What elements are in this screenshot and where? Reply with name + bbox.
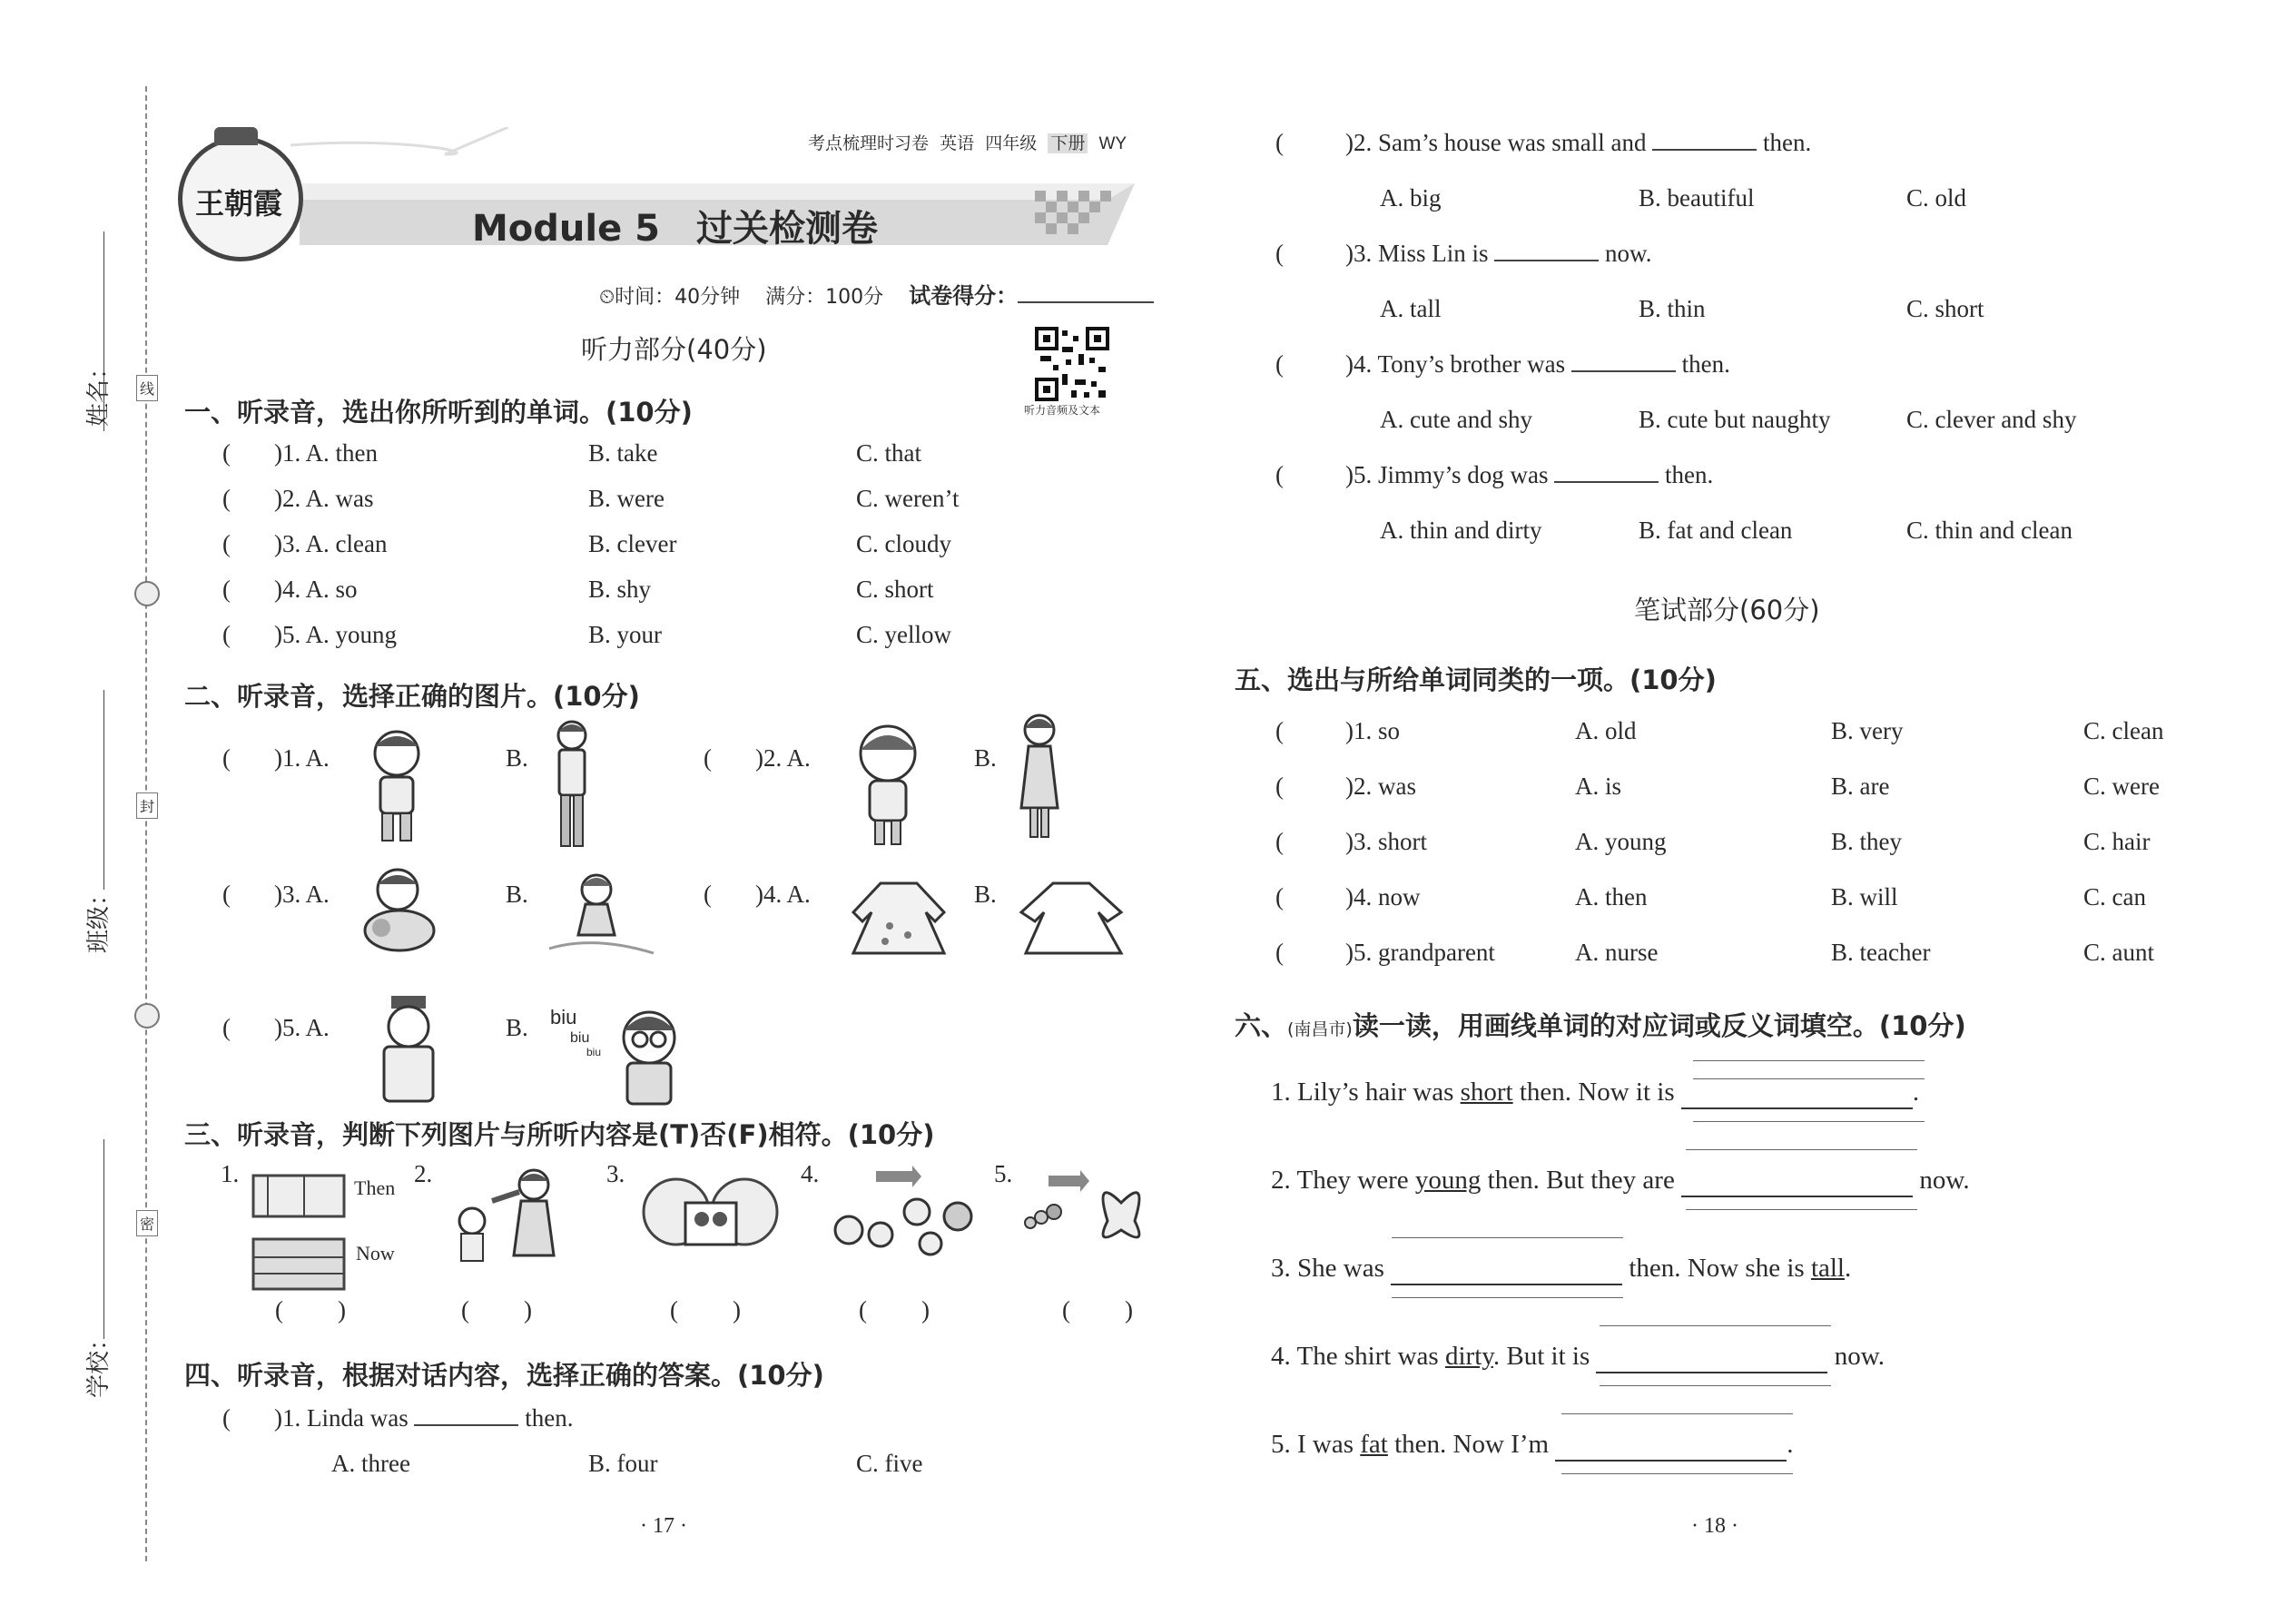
option-b[interactable]: B. shy: [588, 576, 652, 603]
s6-sentence-3: 3. She was then. Now she is tall.: [1271, 1254, 1851, 1285]
option-c[interactable]: C. weren’t: [856, 485, 960, 512]
qr-caption: 听力音频及文本: [1024, 404, 1101, 417]
option-a[interactable]: A. young: [1575, 828, 1667, 855]
crown-icon: [214, 127, 258, 145]
option-b[interactable]: B. very: [1831, 717, 1904, 744]
answer-blank[interactable]: [1681, 1166, 1913, 1197]
guide-line: [1392, 1237, 1623, 1238]
option-b[interactable]: B.: [974, 744, 997, 772]
punch-hole-icon: [134, 1003, 160, 1029]
margin-line-mark: 线: [136, 375, 158, 401]
biu-text: biu: [570, 1030, 590, 1046]
option-a[interactable]: A. cute and shy: [1380, 406, 1532, 433]
listening-title: 听力部分(40分): [581, 334, 767, 365]
boy-with-hat-picture: [368, 994, 449, 1107]
s2-question-2: ( )2. A.: [704, 744, 811, 772]
option-b[interactable]: B. clever: [588, 530, 677, 557]
answer-blank[interactable]: [1571, 370, 1676, 372]
option-c[interactable]: C. can: [2083, 883, 2146, 910]
name-label: 姓名：: [85, 355, 113, 427]
dirty-dress-picture: [1012, 876, 1130, 958]
clock-icon: ⏲: [599, 286, 615, 309]
page-number-right: · 18 ·: [1691, 1514, 1738, 1538]
answer-blank[interactable]: [414, 1424, 518, 1426]
section-1-title: 一、听录音，选出你所听到的单词。(10分): [184, 397, 693, 428]
table-row: ( )1. A. then: [222, 439, 378, 467]
section-6-title: 六、(南昌市)读一读，用画线单词的对应词或反义词填空。(10分): [1235, 1010, 1966, 1041]
option-c[interactable]: C. clever and shy: [1906, 406, 2077, 433]
now-label: Now: [356, 1242, 395, 1265]
man-with-glasses-picture: [604, 1003, 694, 1107]
option-a[interactable]: A. is: [1575, 773, 1622, 800]
option-a[interactable]: A. three: [331, 1450, 410, 1477]
option-b[interactable]: B.: [506, 1014, 528, 1041]
option-c[interactable]: C. thin and clean: [1906, 517, 2072, 544]
s3-item-number: 5.: [994, 1160, 1013, 1187]
guide-line: [1561, 1473, 1793, 1474]
option-b[interactable]: B. beautiful: [1639, 184, 1755, 212]
biu-text: biu: [586, 1046, 602, 1058]
table-row: ( )3. short: [1275, 828, 1427, 855]
option-b[interactable]: B. fat and clean: [1639, 517, 1793, 544]
option-c[interactable]: C. cloudy: [856, 530, 951, 557]
option-b[interactable]: B. were: [588, 485, 665, 512]
answer-paren[interactable]: ( ): [1062, 1296, 1133, 1324]
s6-sentence-1: 1. Lily’s hair was short then. Now it is .: [1271, 1078, 1919, 1109]
page-number-left: · 17 ·: [640, 1514, 687, 1538]
class-blank: [103, 690, 104, 890]
option-a[interactable]: A. old: [1575, 717, 1637, 744]
s4-question-5: ( )5. Jimmy’s dog was then.: [1275, 461, 1714, 488]
table-row: ( )3. A. clean: [222, 530, 388, 557]
s2-question-4: ( )4. A.: [704, 881, 811, 908]
writing-title: 笔试部分(60分): [1634, 595, 1820, 625]
guide-line: [1392, 1297, 1623, 1298]
name-blank: [103, 231, 104, 431]
table-row: ( )4. A. so: [222, 576, 358, 603]
then-label: Then: [354, 1176, 396, 1199]
table-row: ( )5. grandparent: [1275, 939, 1495, 966]
option-c[interactable]: C. that: [856, 439, 921, 467]
s6-sentence-4: 4. The shirt was dirty. But it is now.: [1271, 1342, 1885, 1373]
option-a[interactable]: A. big: [1380, 184, 1442, 212]
section-3-title: 三、听录音，判断下列图片与所听内容是(T)否(F)相符。(10分): [184, 1119, 935, 1150]
guide-line: [1600, 1385, 1831, 1386]
qr-code: [1035, 327, 1109, 401]
s3-item-number: 4.: [801, 1160, 820, 1187]
score-blank[interactable]: [1018, 301, 1154, 303]
section-5-title: 五、选出与所给单词同类的一项。(10分): [1235, 664, 1717, 695]
girl-with-kite-picture: [540, 862, 663, 967]
option-c[interactable]: C. yellow: [856, 621, 951, 648]
option-c[interactable]: C. short: [1906, 295, 1984, 322]
table-row: ( )4. now: [1275, 883, 1421, 910]
option-c[interactable]: C. old: [1906, 184, 1967, 212]
guide-line: [1693, 1078, 1925, 1079]
punch-hole-icon: [134, 581, 160, 606]
page-title: Module 5 过关检测卷: [472, 208, 878, 250]
option-a[interactable]: A. thin and dirty: [1380, 517, 1542, 544]
answer-paren[interactable]: ( ): [275, 1296, 346, 1324]
s4-question-4: ( )4. Tony’s brother was then.: [1275, 350, 1730, 378]
option-c[interactable]: C. short: [856, 576, 934, 603]
option-b[interactable]: B.: [974, 881, 997, 908]
answer-paren[interactable]: ( ): [670, 1296, 741, 1324]
s3-item-number: 2.: [414, 1160, 433, 1187]
guide-line: [1686, 1149, 1917, 1150]
guide-line: [1693, 1121, 1925, 1122]
option-b[interactable]: B. take: [588, 439, 658, 467]
section-4-title: 四、听录音，根据对话内容，选择正确的答案。(10分): [184, 1360, 824, 1391]
s4-question-1: ( )1. Linda was then.: [222, 1404, 574, 1432]
school-blank: [103, 1139, 104, 1339]
boy-picture: [359, 726, 431, 849]
option-a[interactable]: A. then: [1575, 883, 1648, 910]
option-c[interactable]: C. aunt: [2083, 939, 2154, 966]
s2-question-3: ( )3. A.: [222, 881, 330, 908]
option-b[interactable]: B. cute but naughty: [1639, 406, 1831, 433]
option-b[interactable]: B. four: [588, 1450, 658, 1477]
guide-line: [1600, 1325, 1831, 1326]
s3-item-number: 1.: [221, 1160, 240, 1187]
guide-line: [1693, 1060, 1925, 1061]
option-c[interactable]: C. hair: [2083, 828, 2151, 855]
room-then-now-picture: [250, 1166, 350, 1298]
option-b[interactable]: B. will: [1831, 883, 1898, 910]
biu-text: biu: [550, 1006, 577, 1029]
table-row: ( )1. so: [1275, 717, 1400, 744]
answer-blank[interactable]: [1596, 1342, 1827, 1373]
answer-blank[interactable]: [1554, 481, 1659, 483]
s4-question-3: ( )3. Miss Lin is now.: [1275, 240, 1652, 267]
family-photo-picture: [640, 1166, 781, 1262]
answer-paren[interactable]: ( ): [859, 1296, 930, 1324]
class-label: 班级：: [85, 881, 113, 953]
option-b[interactable]: B. thin: [1639, 295, 1706, 322]
answer-blank[interactable]: [1391, 1254, 1622, 1285]
guide-line: [1561, 1413, 1793, 1414]
option-a[interactable]: A. tall: [1380, 295, 1442, 322]
brand-logo: [178, 136, 303, 261]
s4-question-2: ( )2. Sam’s house was small and then.: [1275, 129, 1812, 156]
option-b[interactable]: B. your: [588, 621, 662, 648]
option-b[interactable]: B.: [506, 881, 528, 908]
answer-blank[interactable]: [1681, 1078, 1913, 1109]
brand-logo-text: 王朝霞: [195, 186, 283, 221]
table-row: ( )2. A. was: [222, 485, 374, 512]
option-b[interactable]: B. they: [1831, 828, 1902, 855]
option-b[interactable]: B.: [506, 744, 528, 772]
guide-line: [1686, 1209, 1917, 1210]
s3-item-number: 3.: [606, 1160, 625, 1187]
margin-mi-mark: 密: [136, 1210, 158, 1236]
option-a[interactable]: A. nurse: [1575, 939, 1659, 966]
tall-boy-picture: [545, 717, 599, 853]
table-row: ( )2. was: [1275, 773, 1416, 800]
answer-blank[interactable]: [1652, 149, 1757, 151]
section-2-title: 二、听录音，选择正确的图片。(10分): [184, 681, 640, 712]
exam-info: ⏲时间：40分钟 满分：100分 试卷得分：: [599, 278, 1154, 310]
margin-seal-mark: 封: [136, 792, 158, 819]
cats-picture: [831, 1162, 976, 1262]
s2-question-5: ( )5. A.: [222, 1014, 330, 1041]
table-row: ( )5. A. young: [222, 621, 397, 648]
tall-girl-picture: [1012, 708, 1067, 844]
child-and-girl-picture: [445, 1165, 563, 1274]
s6-sentence-2: 2. They were young then. But they are now.: [1271, 1166, 1970, 1197]
binding-dashed-line: [145, 86, 147, 1561]
option-c[interactable]: C. clean: [2083, 717, 2164, 744]
option-c[interactable]: C. were: [2083, 773, 2160, 800]
answer-blank[interactable]: [1555, 1430, 1787, 1462]
header-meta: 考点梳理时习卷 英语 四年级 下册 WY: [808, 133, 1127, 153]
answer-paren[interactable]: ( ): [461, 1296, 532, 1324]
option-b[interactable]: B. are: [1831, 773, 1890, 800]
s6-sentence-5: 5. I was fat then. Now I’m .: [1271, 1430, 1794, 1462]
s2-question-1: ( )1. A.: [222, 744, 330, 772]
option-b[interactable]: B. teacher: [1831, 939, 1931, 966]
boy-with-toy-picture: [354, 862, 445, 958]
dress-picture: [844, 876, 953, 958]
option-c[interactable]: C. five: [856, 1450, 923, 1477]
answer-blank[interactable]: [1494, 260, 1599, 261]
school-label: 学校：: [85, 1326, 113, 1398]
girl-picture: [842, 717, 933, 849]
caterpillar-butterfly-picture: [1021, 1166, 1157, 1253]
